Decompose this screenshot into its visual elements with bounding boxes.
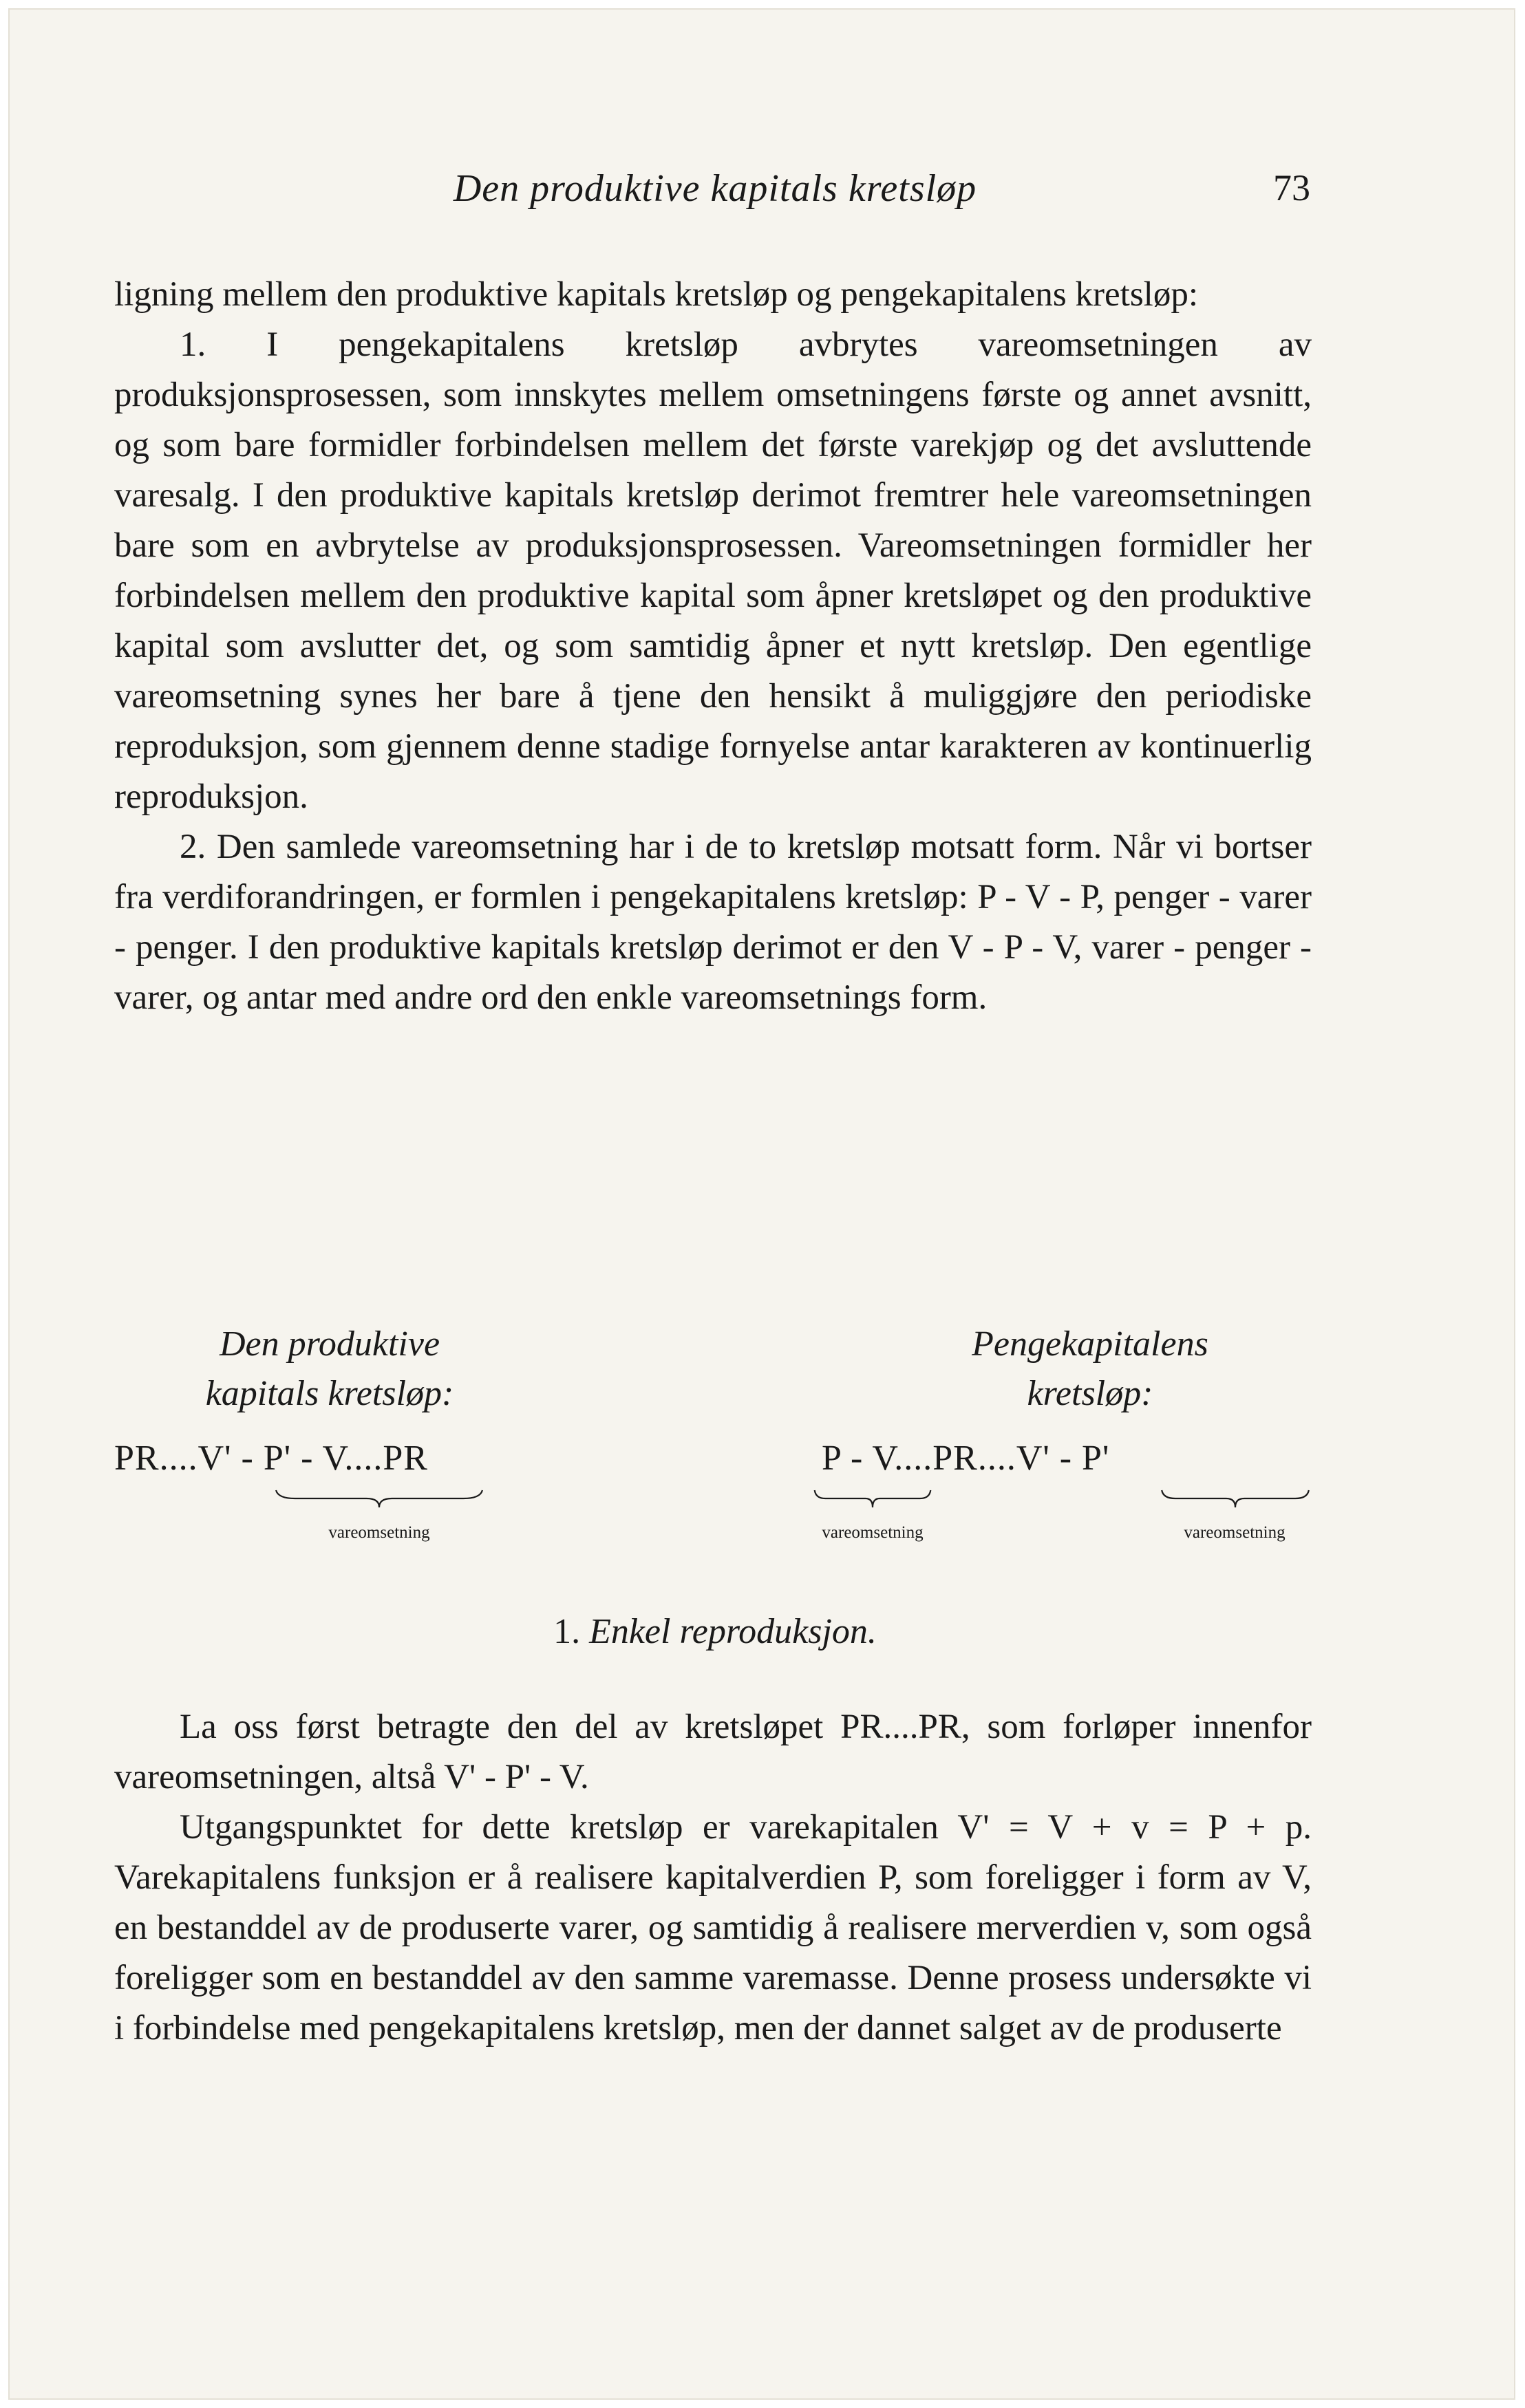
formula-caption-right [870,1320,1310,1419]
section-number: 1. [553,1612,581,1651]
running-title: Den produktive kapitals kretsløp [453,167,977,210]
caption-line: Pengekapitalens [972,1324,1208,1364]
underbrace [1160,1489,1310,1509]
caption-line: Den produktive [219,1324,440,1364]
paragraph: ligning mellem den produktive kapitals kretsløp og pengekapitalens kretsløp: [114,275,1198,314]
paragraph: La oss først betragte den del av kretsløpet PR....PR, som forløper innenfor vareomsetningen, altså V' - P' - V. [114,1708,1312,1796]
underbrace [813,1489,932,1509]
brace-label: vareomsetning [328,1523,430,1542]
brace-label: vareomsetning [1184,1523,1286,1542]
section-heading [120,1611,1310,1652]
formula-productive-capital: PR....V' - P' - V....PR [114,1439,428,1478]
paragraph: 2. Den samlede vareomsetning har i de to kretsløp motsatt form. Når vi bortser fra verdiforandringen, er formlen i pengekapitalens kretsløp: P - V - P, penger - varer - penger. I den produktive kapitals kretsløp derimot er den V - P - V, varer - penger - varer, og antar med andre ord den enkle vareomsetnings form. [114,828,1312,1017]
page-number: 73 [1273,167,1310,208]
section-title: Enkel reproduksjon. [589,1612,877,1651]
paragraph: Utgangspunktet for dette kretsløp er varekapitalen V' = V + v = P + p. Varekapitalens funksjon er å realisere kapitalverdien P, som foreligger i form av V, en bestanddel av de produserte varer, og samtidig å realisere merverdien v, som også foreligger som en bestanddel av den samme varemasse. Denne prosess undersøkte vi i forbindelse med pengekapitalens kretsløp, men der dannet salget av de produserte [114,1808,1312,2047]
formula-caption-left [113,1320,546,1419]
caption-line: kapitals kretsløp: [205,1374,454,1413]
paragraph: 1. I pengekapitalens kretsløp avbrytes vareomsetningen av produksjonsprosessen, som innskytes mellem omsetningens første og annet avsnitt, og som bare formidler forbindelsen mellem det første varekjøp og det avsluttende varesalg. I den produktive kapitals kretsløp derimot fremtrer hele vareomsetningen bare som en avbrytelse av produksjonsprosessen. Vareomsetningen formidler her forbindelsen mellem den produktive kapital som åpner kretsløpet og den produktive kapital som avslutter det, og som samtidig åpner et nytt kretsløp. Den egentlige vareomsetning synes her bare å tjene den hensikt å muliggjøre den periodiske reproduksjon, som gjennem denne stadige fornyelse antar karakteren av kontinuerlig reproduksjon. [114,325,1312,816]
formula-money-capital: P - V....PR....V' - P' [822,1439,1110,1478]
body-text-top [114,270,1312,1023]
caption-line: kretsløp: [1027,1374,1153,1413]
brace-label: vareomsetning [822,1523,924,1542]
running-header [120,166,1310,215]
book-page [10,10,1514,2398]
underbrace [274,1489,484,1509]
body-text-bottom [114,1702,1312,2054]
